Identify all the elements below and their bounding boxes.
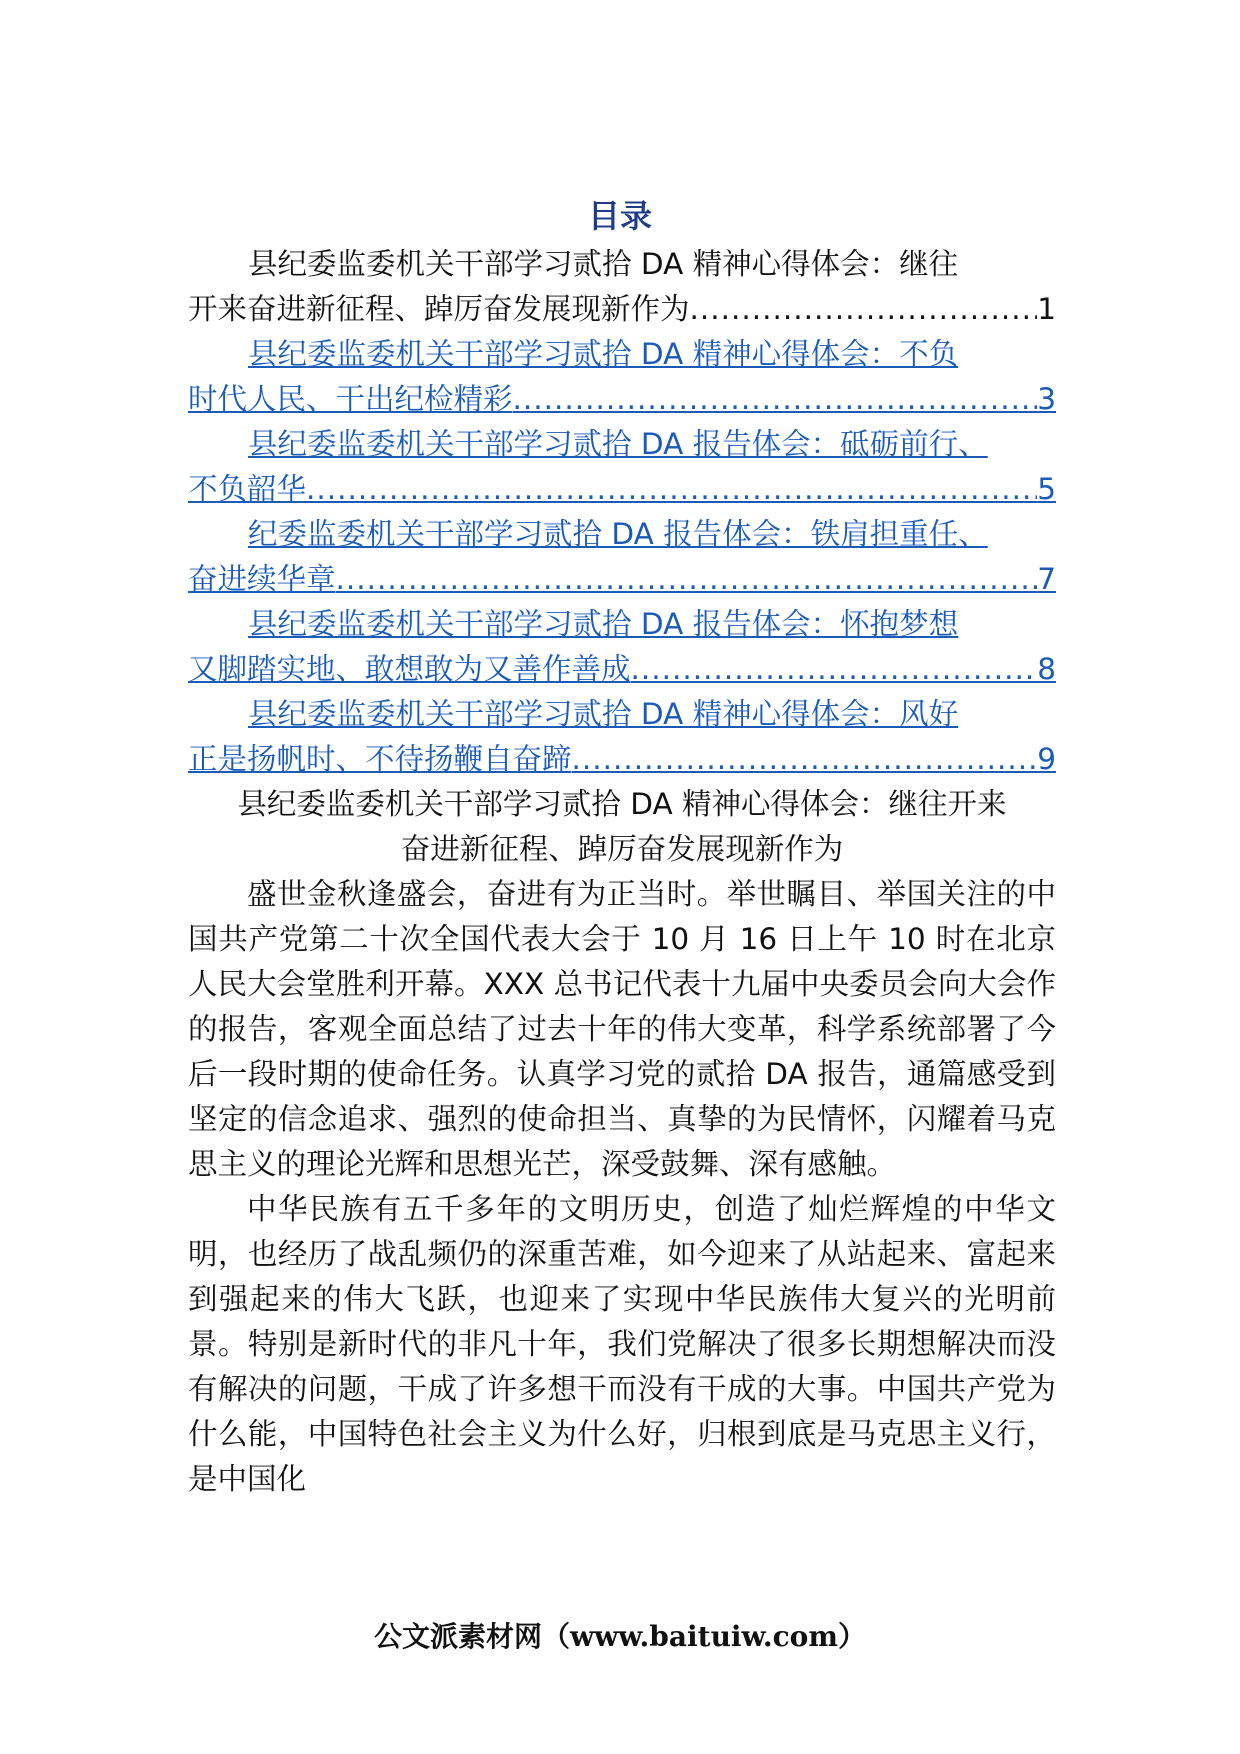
toc-entry-line2: 奋进续华章 [188,562,336,596]
toc-entry-line2: 时代人民、干出纪检精彩 [188,382,513,416]
toc-leader-dots [572,737,1038,782]
toc-entry-line1: 纪委监委机关干部学习贰拾 DA 报告体会：铁肩担重任、 [248,517,988,551]
toc-entry-page: 9 [1037,742,1056,776]
toc-entry-line1: 县纪委监委机关干部学习贰拾 DA 精神心得体会：风好 [248,697,959,731]
toc-entry-page: 1 [1037,292,1056,326]
toc-leader-dots [306,467,1037,512]
article-title [188,782,1056,872]
toc-leader-dots [631,647,1038,692]
toc-entry-line1: 县纪委监委机关干部学习贰拾 DA 精神心得体会：继往 [248,247,959,281]
toc-entry-line2-row [188,287,1056,332]
toc-entry-line2-row [188,647,1056,692]
toc-leader-dots [336,557,1038,602]
toc-entry-line2: 开来奋进新征程、踔厉奋发展现新作为 [188,292,690,326]
article-title-line1: 县纪委监委机关干部学习贰拾 DA 精神心得体会：继往开来 [237,787,1007,821]
toc-entry-page: 3 [1037,382,1056,416]
toc-entry-line1: 县纪委监委机关干部学习贰拾 DA 报告体会：怀抱梦想 [248,607,959,641]
toc-entry-line1: 县纪委监委机关干部学习贰拾 DA 报告体会：砥砺前行、 [248,427,988,461]
toc-entry-line2-row [188,377,1056,422]
footer-watermark: 公文派素材网（www.baituiw.com） [374,1620,866,1653]
toc-entry-line2-row [188,467,1056,512]
toc-entry-link[interactable] [188,422,1056,512]
toc-entry[interactable] [188,242,1056,332]
article-paragraph: 中华民族有五千多年的文明历史，创造了灿烂辉煌的中华文明，也经历了战乱频仍的深重苦难，如今迎来了从站起来、富起来到强起来的伟大飞跃，也迎来了实现中华民族伟大复兴的光明前景。特别是新时代的非凡十年，我们党解决了很多长期想解决而没有解决的问题，干成了许多想干而没有干成的大事。中国共产党为什么能，中国特色社会主义为什么好，归根到底是马克思主义行，是中国化 [188,1192,1056,1496]
toc-entry-page: 8 [1037,652,1056,686]
article-title-line2: 奋进新征程、踔厉奋发展现新作为 [400,832,844,866]
document-body [188,242,1056,1502]
toc-entry-line2: 正是扬帆时、不待扬鞭自奋蹄 [188,742,572,776]
toc-entry-link[interactable] [188,332,1056,422]
toc-entry-line2: 又脚踏实地、敢想敢为又善作善成 [188,652,631,686]
toc-entry-link[interactable] [188,602,1056,692]
toc-entry-page: 5 [1037,472,1056,506]
toc-leader-dots [690,287,1038,332]
toc-title: 目录 [587,197,652,235]
toc-leader-dots [513,377,1038,422]
toc-entry-link[interactable] [188,692,1056,782]
toc-entry-line2-row [188,557,1056,602]
toc-entry-page: 7 [1037,562,1056,596]
toc-entry-line2: 不负韶华 [188,472,307,506]
toc-entry-line2-row [188,737,1056,782]
article-paragraph: 盛世金秋逢盛会，奋进有为正当时。举世瞩目、举国关注的中国共产党第二十次全国代表大会于 10 月 16 日上午 10 时在北京人民大会堂胜利开幕。XXX 总书记代表十九届中央委员会向大会作的报告，客观全面总结了过去十年的伟大变革，科学系统部署了今后一段时期的使命任务。认真学习党的贰拾 DA 报告，通篇感受到坚定的信念追求、强烈的使命担当、真挚的为民情怀，闪耀着马克思主义的理论光辉和思想光芒，深受鼓舞、深有感触。 [188,877,1056,1181]
toc-entry-link[interactable] [188,512,1056,602]
toc-entry-line1: 县纪委监委机关干部学习贰拾 DA 精神心得体会：不负 [248,337,959,371]
